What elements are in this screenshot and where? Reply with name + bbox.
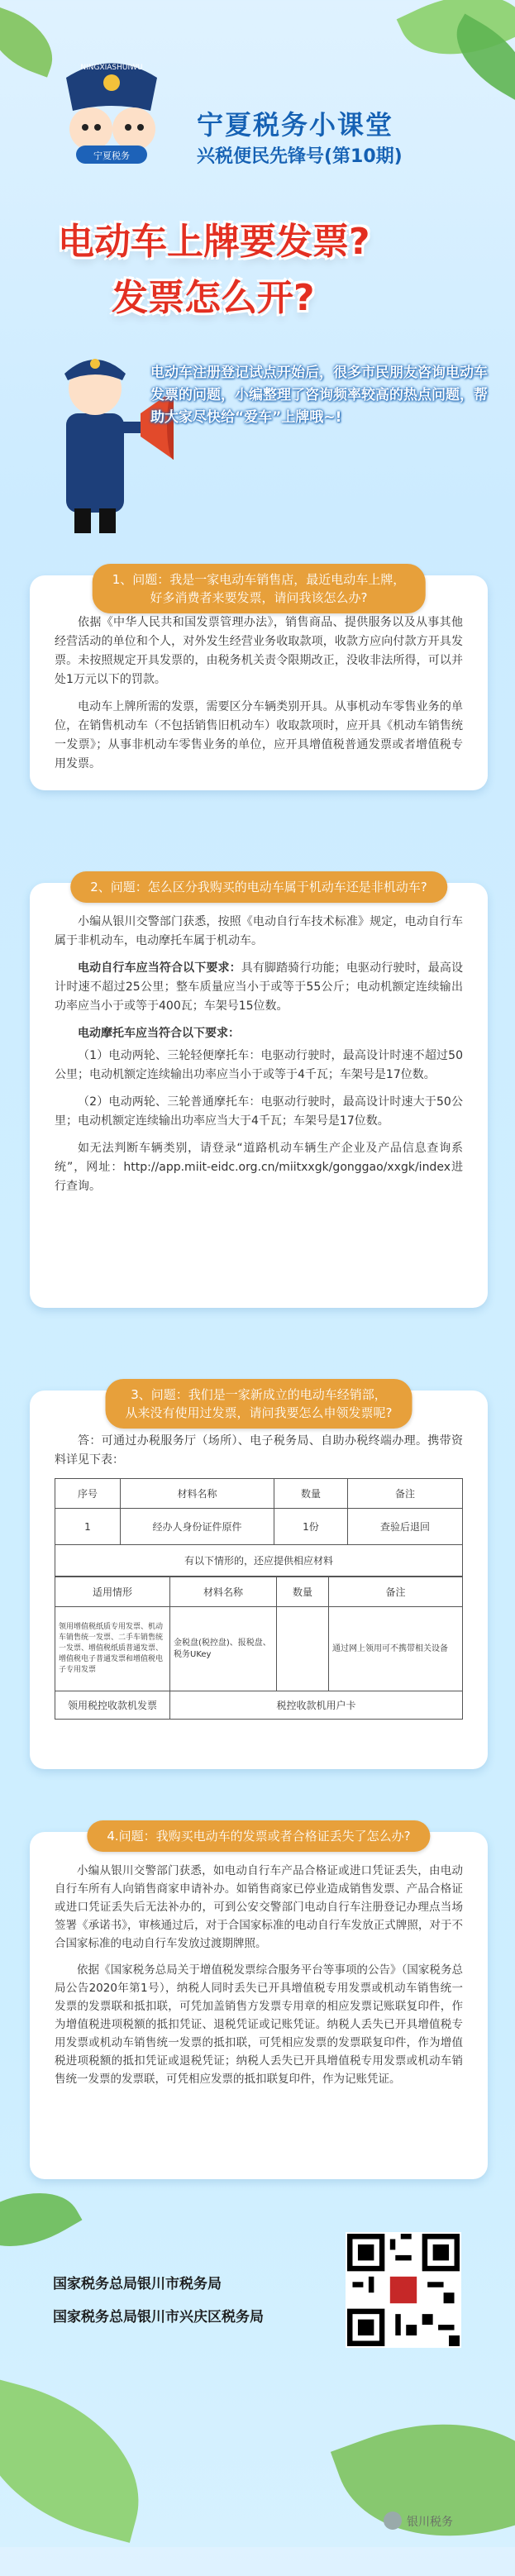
headline-line-1: 电动车上牌要发票? [58,221,370,263]
headline-line-2: 发票怎么开? [112,277,315,319]
leaf-decoration [0,2170,82,2270]
table-header-cell: 数量 [277,1577,329,1607]
table-row [55,1607,463,1691]
table-cell: 经办人身份证件原件 [121,1509,274,1545]
bold-heading: 电动自行车应当符合以下要求： [78,961,241,975]
question-title-4-line: 4.问题：我购买电动车的发票或者合格证丢失了怎么办? [107,1829,411,1844]
mascot-badge [58,53,165,169]
table-header-cell: 数量 [274,1479,348,1509]
table-cell: 通过网上领用可不携带相关设备 [329,1607,463,1691]
table-cell: 税控收款机用户卡 [170,1691,463,1720]
table-header-cell: 材料名称 [121,1479,274,1509]
watermark: 银川税务 [407,2516,453,2529]
footer-org-1: 国家税务总局银川市税务局 [53,2276,222,2292]
table-row [55,1509,463,1545]
table-note-row [55,1545,463,1577]
question-title-3-line-1: 3、问题：我们是一家新成立的电动车经销部， [131,1387,387,1402]
question-title-2-line: 2、问题：怎么区分我购买的电动车属于机动车还是非机动车? [90,880,427,894]
paragraph: 依据《中华人民共和国发票管理办法》，销售商品、提供服务以及从事其他经营活动的单位和个人，对外发生经营业务收取款项，收款方应向付款方开具发票。未按照规定开具发票的，由税务机关责令限期改正，没收非法所得，可以并处1万元以下的罚款。 [55,616,463,686]
question-card-2 [30,880,488,1308]
answer-body-4 [30,1832,488,2088]
paragraph: 电动车上牌所需的发票，需要区分车辆类别开具。从事机动车零售业务的单位，在销售机动车（不包括销售旧机动车）收取款项时，应开具《机动车销售统一发票》；从事非机动车零售业务的单位，应开具增值税普通发票或者增值税专用发票。 [55,700,463,770]
question-title-2 [70,871,447,903]
brand-title: 宁夏税务小课堂 [197,109,394,141]
table-cell: 领用增值税纸质专用发票、机动车销售统一发票、二手车销售统一发票、增值税纸质普通发票、增值税电子普通发票和增值税电子专用发票 [55,1607,170,1691]
table-header-cell: 备注 [329,1577,463,1607]
answer-body-2 [30,883,488,1196]
table-cell: 1份 [274,1509,348,1545]
question-title-1-line-2: 好多消费者来要发票，请问我该怎么办? [150,590,368,605]
question-title-3 [106,1379,412,1429]
header [0,0,515,504]
materials-table [55,1478,463,1577]
question-card-1 [30,572,488,790]
table-cell: 金税盘(税控盘)、报税盘、税务UKey [170,1607,277,1691]
svg-text:宁夏税务: 宁夏税务 [93,150,130,161]
leaf-decoration [331,2384,515,2576]
paragraph: 如无法判断车辆类别，请登录“道路机动车辆生产企业及产品信息查询系统”，网址：http://app.miit-eidc.org.cn/miitxxgk/gonggao/xxgk/index进行查询。 [55,1142,463,1193]
leaf-decoration [0,5,64,77]
question-card-3 [30,1387,488,1769]
paragraph: 答：可通过办税服务厅（场所）、电子税务局、自助办税终端办理。携带资料详见下表： [55,1434,463,1467]
table-header-row [55,1479,463,1509]
intro-text: 电动车注册登记试点开始后，很多市民朋友咨询电动车发票的问题，小编整理了咨询频率较高的热点问题，帮助大家尽快给“爱车”上牌哦~! [150,365,488,426]
paragraph-text: 具有脚踏骑行功能；电驱动行驶时，最高设计时速不超过25公里；整车质量应当小于或等于55公斤；电动机额定连续输出功率应当小于或等于400瓦；车架号15位数。 [55,961,463,1013]
conditional-materials-table [55,1577,463,1720]
table-cell: 查验后退回 [348,1509,463,1545]
paragraph: 小编从银川交警部门获悉，按照《电动自行车技术标准》规定，电动自行车属于非机动车，电动摩托车属于机动车。 [55,915,463,947]
question-title-4 [87,1820,430,1852]
footer-org-2: 国家税务总局银川市兴庆区税务局 [53,2309,264,2326]
brand-subtitle: 兴税便民先锋号(第10期) [197,146,403,167]
paragraph: 小编从银川交警部门获悉，如电动自行车产品合格证或进口凭证丢失，由电动自行车所有人向销售商家申请补办。如销售商家已停业造成销售发票、产品合格证或进口凭证丢失后无法补办的，可到公安交警部门电动自行车注册登记办理点当场签署《承诺书》，审核通过后，对于合国家标准的电动自行车发放正式牌照，对于不合国家标准的电动自行车发放过渡期牌照。 [55,1864,463,1950]
table-row [55,1691,463,1720]
question-title-3-line-2: 从来没有使用过发票，请问我要怎么申领发票呢? [125,1405,393,1420]
wechat-account-icon [384,2512,402,2530]
paragraph [55,959,463,1016]
question-card-4 [30,1829,488,2179]
table-cell: 领用税控收款机发票 [55,1691,170,1720]
paragraph: （2）电动两轮、三轮普通摩托车：电驱动行驶时，最高设计时速大于50公里；电动机额定连续输出功率应当大于4千瓦；车架号是17位数。 [55,1095,463,1128]
table-header-cell: 备注 [348,1479,463,1509]
bold-heading: 电动摩托车应当符合以下要求： [78,1027,240,1040]
table-header-cell: 材料名称 [170,1577,277,1607]
paragraph: （1）电动两轮、三轮轻便摩托车：电驱动行驶时，最高设计时速不超过50公里；电动机额定连续输出功率应当小于或等于4千瓦；车架号是17位数。 [55,1049,463,1081]
table-header-cell: 适用情形 [55,1577,170,1607]
qr-code [346,2232,461,2348]
paragraph: 依据《国家税务总局关于增值税发票综合服务平台等事项的公告》（国家税务总局公告2020年第1号），纳税人同时丢失已开具增值税专用发票或机动车销售统一发票的发票联和抵扣联，可凭加盖销售方发票专用章的相应发票记账联复印件，作为增值税进项税额的抵扣凭证、退税凭证或记账凭证。纳税人丢失已开具增值税专用发票或机动车销售统一发票的抵扣联，可凭相应发票的发票联复印件，作为增值税进项税额的抵扣凭证或退税凭证；纳税人丢失已开具增值税专用发票或机动车销售统一发票的发票联，可凭相应发票的抵扣联复印件，作为记账凭证。 [55,1963,463,2086]
question-title-1 [93,564,426,613]
svg-text:NINGXIASHUIWU: NINGXIASHUIWU [80,64,143,72]
table-header-cell: 序号 [55,1479,121,1509]
table-cell [277,1607,329,1691]
table-cell: 1 [55,1509,121,1545]
table-header-row [55,1577,463,1607]
question-title-1-line-1: 1、问题：我是一家电动车销售店，最近电动车上牌， [112,572,406,587]
table-note: 有以下情形的，还应提供相应材料 [55,1545,463,1577]
leaf-decoration [0,2376,162,2543]
